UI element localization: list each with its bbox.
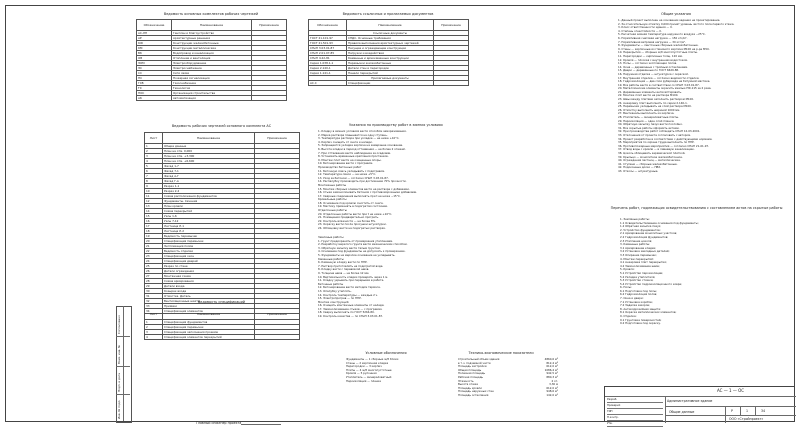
text-line: 3.1 Армирование кладки; [620,246,657,250]
text-line: 2.1 Армирование монолитных участков; [620,232,678,236]
table-row: 19 Ведомость перемычек [145,234,300,239]
text-line: Плиты — 4 ж/б многопустотные [346,368,392,372]
table-row: 10 Разрез 2-2 [145,189,300,194]
text-line: 19. Контроль качества — по СНиП 3.03.01-87. [318,315,383,319]
stamp-sheet: 1 [746,409,749,413]
text-line: 35. Мероприятия по охране труда выполнить по ППР. [618,141,695,145]
table2-title: Ведомость ссылочных и прилагаемых документов [342,12,434,16]
table-row: АС-ЛП Генплан и благоустройство [137,31,287,36]
tep-value: 2 эт. [551,378,558,383]
text-line: 12. Бетонирование вести методом термоса. [318,286,381,290]
text-line: 8. Установить временные крепления простенков. [318,155,389,159]
text-line: 23. Окраску вести после просушки штукатурки. [318,223,387,227]
text-line: 15. Электропрогрев — по ППР. [318,297,362,301]
text-line: 40. Ограждения лестниц — металлические. [618,159,681,163]
table-row: ПС Пожарная сигнализация [137,76,287,81]
text-line: 2.2 Гидроизоляция фундаментов; [620,235,669,239]
tep-value: 948,6 м² [546,389,558,394]
table5-title: Ведомость спецификаций [197,300,245,304]
table-row: 7 Фасад А-Г [145,174,300,179]
text-line: 39. Крыльцо — монолитное железобетонное. [618,155,683,159]
text-line: 8.1 Окраска металлических элементов; [620,311,677,315]
table-row: 5 Фасад 1-7 [145,164,300,169]
table-row: Серия 1.038.1-1 Перемычки железобетонные [309,61,469,66]
table-row: СНиП 2.01.07-85 Нагрузки и воздействия [309,51,469,56]
table-row: ЭС Электроснабжение [137,66,287,71]
table-row: 16 Узлы 7-12 [145,219,300,224]
table-row: 18 Лестница Л-2 [145,229,300,234]
text-line: 7.1 Установка коробок; [620,300,654,304]
table4: Лист Наименование Примечание 1 Общие данные 2 План на отм. 0,000 3 План на отм. +3,300 4 План на отм. +6,600 5 Фасад 1-7 6 Фасад 7-1 7 Фасад А-Г 8 Фасад Г-А 9 Разрез 1-1 10 Разрез 2-2 11 Схема расположения фундаментов 12 Фундаменты. Сечения 13 План кровли 14 Схема перекрытий 15 Узлы 1-6 16 Узлы 7-12 17 Лестница Л-1 18 Лестница Л-2 19 Ведомость перемычек 20 Спецификация перемычек 21 Экспликация полов 22 Ведомость отделки 23 Спецификация окон 24 Спецификация дверей 25 Разрез по стене 26 Детали ограждения 27 Монтажная схема 28 Схема армирования 29 Детали входа 30 Козырек входа 31 Отмостка. Деталь 32 Вентиляционные шахты 33 Приямки 34 Спецификация элементов [144,132,300,314]
text-line: 10. Перекрытия — сборные ж/б многопустотные плиты. [618,51,698,55]
table-row: 26 Детали ограждения [145,269,300,274]
table-row: 8 Фасад Г-А [145,179,300,184]
text-line: 19. Все работы вести в соответствии со СНиП 3.03.01-87. [618,83,700,87]
text-line: Бетонные работы [318,282,344,286]
table5: Лист Наименование Примечание 1 Спецификация фундаментов 2 Спецификация перемычек 3 Спецификация заполнения проемов 4 Спецификация элементов перекрытий [144,308,300,340]
text-line: 6. Каменную кладку вести по ППР. [318,261,368,265]
text-line: 27. Вентканалы выполнить из кирпича. [618,112,675,116]
table-row: 23 Спецификация окон [145,254,300,259]
text-line: 17. Замоноличивание стыков — с прогревом. [318,307,383,311]
text-line: 18. Основание под кровлю очистить от снега. [318,201,384,205]
table1-title: Ведомость основных комплектов рабочих чертежей [163,12,259,16]
text-line: 21. Помещения предварительно прогреть. [318,216,379,220]
text-line: 23. Швы между плитами заполнить раствором М100. [618,98,694,102]
text-line: 26. Отмостку выполнить шириной 1000 мм. [618,108,681,112]
text-line: 9. Стены — кирпичные из глиняного кирпича М100 на р-ре М50. [618,47,710,51]
text-line: Каменные работы [318,257,344,261]
text-line: 17. Внутренняя отделка — согласно ведомости отделки. [618,76,700,80]
table-row: АС.С Спецификации [309,81,469,86]
table-row: 2 Спецификация перемычек [145,325,300,330]
text-line: 6.1 Подготовка под полы; [620,289,657,293]
text-line: 24. Облицовку вести на подогретых растворах. [318,227,386,231]
text-line: 5. Расчетная зимняя температура наружного воздуха −25°С. [618,33,706,37]
table-row: 27 Монтажная схема [145,274,300,279]
text-line: 10. Бетонирование вести с прогревом. [318,162,374,166]
table-row: 9 Разрез 1-1 [145,184,300,189]
text-line: 25. Перемычки укладывать на слой раствора М100. [618,105,692,109]
table4-title: Ведомость рабочих чертежей основного комплекта АС [171,124,272,128]
text-line: 18. Сварку выполнять по ГОСТ 5264-80. [318,311,375,315]
table-row: 3 План на отм. +3,300 [145,154,300,159]
text-line: 34. Проект разработан в соответствии с действующими нормами. [618,137,713,141]
tep-name: Общая площадь [458,367,482,372]
text-line: 15. Монтаж сборных элементов вести на растворе с добавками. [318,187,410,191]
table-row: 22 Ведомость отделки [145,249,300,254]
table-row: 1 Спецификация фундаментов [145,320,300,325]
text-line: 17. Сварные соединения выполнять при t не ниже −15°С. [318,194,401,198]
table-row: ВК Водопровод и канализация [137,51,287,56]
text-line: 9. Отделка: [620,315,637,319]
text-line: 3. Каменные работы: [620,243,651,247]
text-line: 13. Полы — согласно экспликации полов. [618,62,678,66]
tep-name: в т.ч. подземной части [458,360,491,365]
table-row: 14 Схема перекрытий [145,209,300,214]
text-line: 41. Ступени — сборные железобетонные. [618,162,678,166]
text-line: 9. Монтаж плит вести на очищенные опоры. [318,158,382,162]
winter-works-title: Указания по производству работ в зимних условиях [349,123,443,127]
table-row: 30 Козырек входа [145,289,300,294]
drawing-sheet [5,5,795,425]
text-line: 30. Обратную засыпку пазух вести послойно. [618,123,683,127]
table-row: 21 Экспликация полов [145,244,300,249]
table-row: 15 Узлы 1-6 [145,214,300,219]
stamp-roles [607,397,663,427]
text-line: 16. Стыки замоноличивать бетоном с противоморозными добавками. [318,191,418,195]
text-line: 5.1 Устройство пароизоляции; [620,271,664,275]
text-line: Пароизоляция — пленка [346,379,381,383]
text-line: 9.2 Подготовка под окраску. [620,322,661,326]
text-line: 8. Фундаменты — ленточные сборные железобетонные. [618,44,699,48]
text-line: 1. Земляные работы: [620,218,650,221]
table-row: ОВ Отопление и вентиляция [137,56,287,61]
side-label-1: Согласовано [117,315,121,334]
table2: Обозначение Наименование Примечание Ссылочные документы ГОСТ 21.101-97 СПДС. Основные требования ГОСТ 21.501-93 Правила выполнения архитектурных чертежей СНиП 3.03.01-87 Несущие и ограждающие конструкции СНиП 2.01.07-85 Нагрузки и воздействия СНиП II-22-81 Каменные и армокаменные конструкции Серия 1.038.1-1 Перемычки железобетонные Серия 2.140-1 Детали стен и перегородок Серия 1.141-1 Панели перекрытий Прилагаемые документы АС.С Спецификации [308,19,469,86]
legend [346,358,436,418]
text-line: Кровля — 5 рулонная [346,372,377,376]
text-line: 1. Грунт предохранять от промерзания утеплением. [318,239,394,243]
table-row: ТХ Технология [137,86,287,91]
text-line: 28. Утеплитель — минераловатные плиты. [618,116,679,120]
tep-value: 880,3 м² [546,374,558,379]
text-line: 2.3 Утепление цоколя; [620,239,653,243]
tep-value: 812,4 м³ [546,360,558,365]
text-line: 6. Нормативная снеговая нагрузка — 150 кгс/м². [618,36,688,40]
tep-row [458,394,558,398]
text-line: 3. Температура раствора при укладке — не ниже +10°С. [318,137,400,141]
text-line: 43. Откосы — штукатурные. [618,169,659,173]
text-line: 3. Класс ответственности здания — II. [618,26,673,30]
text-line: 10. Вертикальность кладки проверять через 1 м. [318,275,389,279]
text-line: 1.1 Освидетельствование основания под фундаменты; [620,221,699,225]
text-line: 22. Монтаж плит вести на растворе М100. [618,94,679,98]
text-line: Фундаменты — 1 сборные ж/б блоки [346,358,399,361]
text-line: Перегородки — 3 кирпич [346,365,382,369]
tep-list [458,358,558,398]
general-notes-title: Общие указания [661,12,691,16]
text-line: 5. Запрещается укладка кирпича на замерзшее основание. [318,144,404,148]
table-row: Ссылочные документы [309,31,469,36]
signature-label: Главный инженер проекта [196,421,242,425]
text-line: 11. Перегородки — кирпичные толщ. 120 мм. [618,54,683,58]
text-line: 7. Окна и двери: [620,297,644,301]
text-line: 4. Монтаж перекрытий: [620,257,654,261]
text-line: 6. Высота кладки в период оттаивания — не более 2 этажей. [318,147,406,151]
text-line: 2. Устройство фундаментов: [620,228,661,232]
text-line: 7. Раствор приготовлять на подогретой воде. [318,264,384,268]
text-line: 11. Бетонную смесь укладывать с подогревом. [318,169,386,173]
table-row: ГОСТ 21.101-97 СПДС. Основные требования [309,36,469,41]
side-label-2: Взам. инв. № [117,345,121,364]
table-row: КЖ Конструкции железобетонные [137,41,287,46]
text-line: 7. При оттаивании вести наблюдение за осадками. [318,151,392,155]
text-line: 14. Распалубку производить при достижении 70% прочности. [318,180,407,184]
text-line: 2. Марка раствора повышается на одну ступень. [318,133,388,137]
table-row: Серия 2.140-1 Детали стен и перегородок [309,66,469,71]
table-row: ГОСТ 21.501-93 Правила выполнения архитектурных чертежей [309,41,469,46]
text-line: 11. Кладку укрывать при перерывах в работе. [318,279,385,283]
text-line: 9.1 Грунтовка поверхностей; [620,318,662,322]
tep-name: Строительный объем здания [458,357,500,361]
stamp-org: ООО «Стройпроект» [729,417,764,421]
text-line: 4.2 Замоноличивание швов; [620,264,660,268]
text-line: 20. Металлические элементы окрасить эмалью ПФ-115 за 2 раза. [618,87,712,91]
table-row: ГСВ Газоснабжение [137,81,287,86]
text-line: 24. Анкеровку плит выполнить по серии 2.140-1. [618,101,688,105]
text-line: 7. Нормативная ветровая нагрузка — 30 кгс/м². [618,40,686,44]
text-line: 16. Очищать монтажные элементы от наледи. [318,304,385,308]
table-row: 28 Схема армирования [145,279,300,284]
table-row: 32 Вентиляционные шахты [145,299,300,304]
stamp-sheets: 34 [761,409,766,413]
text-line: Монтаж конструкций [318,300,349,304]
tep-name: Площадь наружных стен [458,389,494,394]
table-row: 34 Спецификация элементов [145,309,300,314]
stamp-role: Н.контр. [607,415,663,421]
table-row: ПОС Организация строительства [137,91,287,96]
text-line: 3. Обратную засыпку вести талым грунтом. [318,246,381,250]
text-line: 8. Кладку вести с перевязкой швов. [318,268,370,272]
hidden-works-list [620,218,790,380]
text-line: Производство бетонных работ [318,165,362,169]
table-row: 2 План на отм. 0,000 [145,149,300,154]
table-row: АК Автоматизация [137,96,287,101]
tep-value: 1086,4 м² [544,367,558,372]
text-line: 19. Мастику применять в подогретом состоянии. [318,205,388,209]
table-row: 17 Лестница Л-1 [145,224,300,229]
table-row: 29 Детали входа [145,284,300,289]
stamp-sheet-name: Общие данные [669,410,695,414]
table-row: СНиП II-22-81 Каменные и армокаменные конструкции [309,56,469,61]
text-line: 7.2 Заделка зазоров; [620,304,650,308]
table-row: 24 Спецификация дверей [145,259,300,264]
tep-value: 4860,6 м³ [544,357,558,361]
text-line: 36. Противопожарные мероприятия — согласно СНиП 21-01-97. [618,144,709,148]
text-line: 15. Двери — деревянные по ГОСТ 6629-88. [618,69,679,73]
stamp-role: ГИП [607,409,663,415]
tep-value: 142,0 м² [546,392,558,397]
legend-title: Условные обозначения [365,351,407,355]
table-row: ЭОМ Электрооборудование [137,61,287,66]
text-line: 6.2 Гидроизоляция полов; [620,293,658,297]
table1: Обозначение Наименование Примечание АС-ЛП Генплан и благоустройство АР Архитектурные решения КЖ Конструкции железобетонные КМ Конструкции металлические ВК Водопровод и канализация ОВ Отопление и вентиляция ЭОМ Электрооборудование ЭС Электроснабжение СС Сети связи ПС Пожарная сигнализация ГСВ Газоснабжение ТХ Технология ПОС Организация строительства АК Автоматизация [136,19,287,101]
text-line: 1. Данный проект выполнен на основании задания на проектирование. [618,19,721,22]
text-line: 5. Фундаменты на мерзлое основание не укладывать. [318,253,396,257]
table-row: Серия 1.141-1 Панели перекрытий [309,71,469,76]
table-row: 1 Общие данные [145,144,300,149]
text-line: Монтажные работы [318,183,347,187]
text-line: 38. Цоколь облицевать керамической плиткой. [618,151,686,155]
text-line: 3.3 Опирание перемычек; [620,253,657,257]
table-row: 20 Спецификация перемычек [145,239,300,244]
tep-value: 942,5 м² [546,371,558,376]
text-line: 29. Пароизоляция — один слой пленки. [618,119,675,123]
text-line: 13. Опалубку утеплять. [318,289,352,293]
stamp-object: Административное здание [667,399,713,403]
tep-name: Полезная площадь [458,371,486,376]
tep-name: Площадь кровли [458,385,482,390]
table-row: АР Архитектурные решения [137,36,287,41]
text-line: 3.2 Установка закладных деталей; [620,250,670,254]
general-notes [618,19,793,179]
tep-name: Площадь остекления [458,392,489,397]
text-line: 12. Температура смеси — не ниже +5°С. [318,173,377,177]
text-line: 4. Степень огнестойкости — II. [618,29,662,33]
text-line: 1.2 Обратная засыпка пазух; [620,225,662,229]
text-line: Кровельные работы [318,198,347,202]
text-line: Отделочные работы [318,209,347,213]
text-line: 16. Наружная отделка — штукатурка с окраской. [618,72,689,76]
side-label-3: Подп. и дата [117,372,121,392]
text-line: 14. Контроль температуры — каждые 2 ч. [318,293,379,297]
side-label-4: Инв. № подл. [117,399,121,419]
text-line: 13. Уход за бетоном — согласно СНиП 3.03.01-87. [318,176,389,180]
winter-works-text-2 [318,236,468,356]
tep-title: Технико-экономические показатели [468,351,534,355]
table-row: 11 Схема расположения фундаментов [145,194,300,199]
text-line: Стены — 2 кирпичная кладка [346,361,389,365]
hidden-works-title: Перечень работ, подлежащих освидетельствованию с составлением актов на скрытые работы [610,206,783,210]
text-line: 12. Кровля — плоская с внутренним водостоком. [618,58,688,62]
text-line: 5.2 Укладка утеплителя; [620,275,656,279]
table-row: 25 Разрез по стене [145,264,300,269]
stamp-code: АС — 1 — ОС [716,388,745,393]
text-line: 33. Отклонения от проекта согласовать с автором. [618,134,691,137]
tep-name: Рабочая площадь [458,374,484,379]
text-line: 14. Окна — деревянные с тройным остеклением. [618,65,689,69]
tep-name: Высота этажа [458,382,478,387]
stamp-role: Утв. [607,421,663,427]
table-row: 31 Отмостка. Деталь [145,294,300,299]
text-line: 21. Деревянные элементы антисептировать. [618,90,682,94]
winter-works-text [318,130,468,234]
text-line: 8. Антикоррозийная защита: [620,307,661,311]
text-line: 5.3 Устройство стяжки; [620,279,654,283]
stamp-role: Проверил [607,403,663,409]
text-line: Земляные работы [318,236,344,239]
stamp-role: Разраб. [607,397,663,403]
table-row: 4 Спецификация элементов перекрытий [145,335,300,340]
text-line: 22. Контроль влажности — не более 8%. [318,219,377,223]
title-block [604,386,795,425]
tep-value: 612,0 м² [546,385,558,390]
table-row: СНиП 3.03.01-87 Несущие и ограждающие конструкции [309,46,469,51]
text-line: 2. Разработку мерзлого грунта вести механическим способом. [318,243,408,247]
tep-name: Этажность [458,378,474,383]
text-line: 5.4 Устройство гидроизоляционного ковра; [620,282,682,286]
tep-value: 612,0 м² [546,364,558,369]
text-line: 6. Полы: [620,286,632,290]
tep-name: Площадь застройки [458,364,487,369]
text-line: 2. За относительную отметку 0,000 принят уровень чистого пола первого этажа. [618,22,735,26]
table-row: 4 План на отм. +6,600 [145,159,300,164]
table-row: 33 Приямки [145,304,300,309]
text-line: 4.1 Анкеровка плит перекрытия; [620,261,667,265]
text-line: 18. Гидроизоляция — два слоя рубероида на битумной мастике. [618,80,711,84]
text-line: 5. Кровля: [620,268,635,272]
text-line: 31. Все скрытые работы оформить актами. [618,126,680,130]
text-line: 42. Подоконные доски — ПВХ. [618,166,662,170]
table-row: КМ Конструкции металлические [137,46,287,51]
text-line: 4. Кирпич очищать от снега и наледи. [318,140,373,144]
tep-value: 3,30 м [549,382,558,387]
text-line: 9. Толщина швов — не более 12 мм. [318,271,370,275]
table-row: 12 Фундаменты. Сечения [145,199,300,204]
text-line: 32. При производстве работ соблюдать СНиП 12-03-2001. [618,130,701,134]
text-line: Утеплитель — минераловатный [346,375,392,379]
table-row: 13 План кровли [145,204,300,209]
table-row: Прилагаемые документы [309,76,469,81]
stamp-stage: Р [731,409,733,413]
text-line: 37. Отвод воды с кровли — в ливневую канализацию. [618,148,695,152]
text-line: 20. Отделочные работы вести при t не ниже +10°С. [318,212,393,216]
table-row: 6 Фасад 7-1 [145,169,300,174]
text-line: 1. Кладку в зимних условиях вести способом замораживания. [318,130,407,133]
text-line: 4. Основание под фундаменты не допускать к промерзанию. [318,250,406,254]
table-row: 3 Спецификация заполнения проемов [145,330,300,335]
table-row: СС Сети связи [137,71,287,76]
